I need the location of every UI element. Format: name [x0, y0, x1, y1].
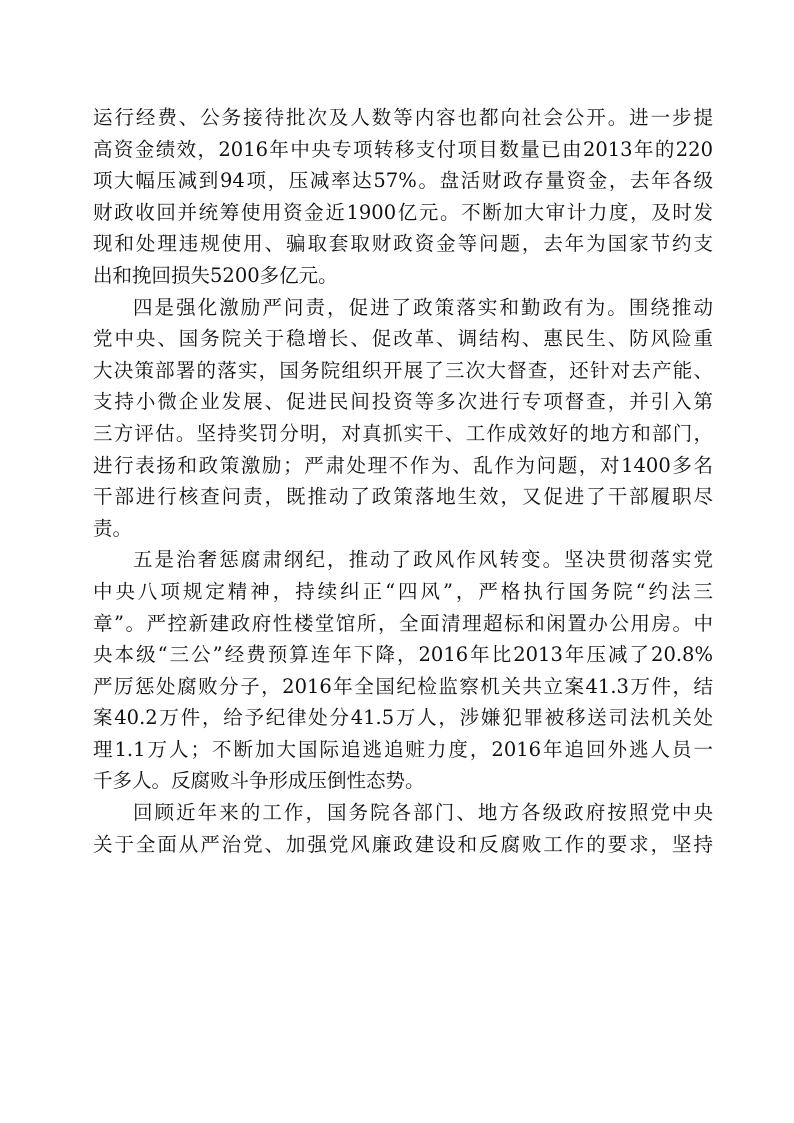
- text-line: 干部进行核查问责，既推动了政策落地生效，又促进了干部履职尽: [93, 485, 713, 509]
- text-line: 案40.2万件，给予纪律处分41.5万人，涉嫌犯罪被移送司法机关处: [93, 706, 713, 730]
- text-line: 章”。严控新建政府性楼堂馆所，全面清理超标和闲置办公用房。中: [93, 611, 713, 635]
- text-line: 千多人。反腐败斗争形成压倒性态势。: [93, 769, 425, 793]
- text-line: 出和挽回损失5200多亿元。: [93, 263, 338, 287]
- text-line: 大决策部署的落实，国务院组织开展了三次大督查，还针对去产能、: [93, 358, 713, 382]
- text-line: 支持小微企业发展、促进民间投资等多次进行专项督查，并引入第: [93, 390, 713, 414]
- text-line: 关于全面从严治党、加强党风廉政建设和反腐败工作的要求，坚持: [93, 832, 713, 856]
- text-line: 高资金绩效，2016年中央专项转移支付项目数量已由2013年的220: [93, 137, 713, 161]
- paragraph-start-line: 五是治奢惩腐肃纲纪，推动了政风作风转变。坚决贯彻落实党: [133, 548, 713, 572]
- text-line: 理1.1万人；不断加大国际追逃追赃力度，2016年追回外逃人员一: [93, 737, 713, 761]
- paragraph-start-line: 回顾近年来的工作，国务院各部门、地方各级政府按照党中央: [133, 801, 713, 825]
- text-line: 财政收回并统筹使用资金近1900亿元。不断加大审计力度，及时发: [93, 200, 713, 224]
- text-line: 中央八项规定精神，持续纠正“四风”，严格执行国务院“约法三: [93, 579, 713, 603]
- text-line: 党中央、国务院关于稳增长、促改革、调结构、惠民生、防风险重: [93, 327, 713, 351]
- body-text: [93, 102, 713, 860]
- text-line: 现和处理违规使用、骗取套取财政资金等问题，去年为国家节约支: [93, 232, 713, 256]
- text-line: 严厉惩处腐败分子，2016年全国纪检监察机关共立案41.3万件，结: [93, 674, 713, 698]
- text-line: 三方评估。坚持奖罚分明，对真抓实干、工作成效好的地方和部门，: [93, 421, 713, 445]
- text-line: 责。: [93, 516, 133, 540]
- text-line: 项大幅压减到94项，压减率达57%。盘活财政存量资金，去年各级: [93, 169, 713, 193]
- text-line: 运行经费、公务接待批次及人数等内容也都向社会公开。进一步提: [93, 106, 713, 129]
- paragraph-start-line: 四是强化激励严问责，促进了政策落实和勤政有为。围绕推动: [133, 295, 713, 319]
- text-line: 进行表扬和政策激励；严肃处理不作为、乱作为问题，对1400多名: [93, 453, 713, 477]
- text-line: 央本级“三公”经费预算连年下降，2016年比2013年压减了20.8%: [93, 643, 713, 667]
